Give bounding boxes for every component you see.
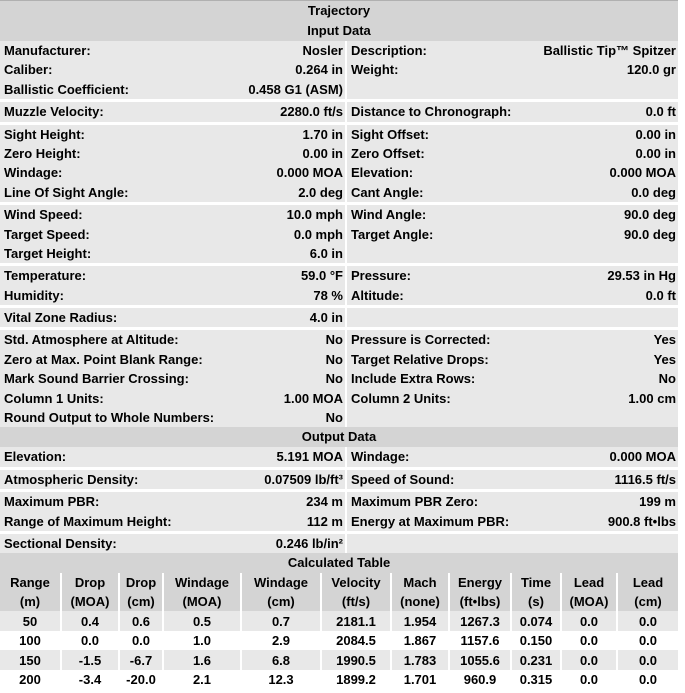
field-label-caliber: Caliber:	[0, 60, 232, 79]
table-cell: 6.8	[242, 650, 322, 670]
field-value-line-of-sight-angle: 2.0 deg	[232, 183, 345, 202]
table-cell: 1899.2	[322, 670, 392, 690]
field-label-line-of-sight-angle: Line Of Sight Angle:	[0, 183, 232, 202]
field-label-manufacturer: Manufacturer:	[0, 41, 232, 60]
table-row	[0, 611, 678, 631]
calculated-table	[0, 573, 678, 689]
field-label-maximum-pbr: Maximum PBR:	[0, 492, 232, 511]
column-header-velocity-5: Velocity	[322, 573, 392, 592]
table-cell: 50	[0, 611, 62, 631]
field-label-column-2-units: Column 2 Units:	[347, 389, 523, 408]
table-cell: 1.954	[392, 611, 450, 631]
field-label-wind-speed: Wind Speed:	[0, 205, 232, 224]
table-cell: 1267.3	[450, 611, 512, 631]
field-value-zero-height: 0.00 in	[232, 144, 345, 163]
column-header-lead-9: Lead	[562, 573, 618, 592]
column-unit-6: (none)	[392, 592, 450, 611]
field-value-wind-speed: 10.0 mph	[232, 205, 345, 224]
table-cell: 0.0	[562, 650, 618, 670]
field-label-humidity: Humidity:	[0, 286, 232, 305]
field-value-humidity: 78 %	[232, 286, 345, 305]
table-cell: 1.6	[164, 650, 242, 670]
field-label-vital-zone-radius: Vital Zone Radius:	[0, 308, 232, 327]
field-value-range-of-maximum-height: 112 m	[232, 512, 345, 531]
field-value-empty	[523, 80, 678, 99]
table-cell: 0.4	[62, 611, 120, 631]
field-label-muzzle-velocity: Muzzle Velocity:	[0, 102, 232, 121]
field-value-altitude: 0.0 ft	[523, 286, 678, 305]
table-cell: 0.315	[512, 670, 562, 690]
field-label-windage: Windage:	[347, 447, 523, 466]
field-value-vital-zone-radius: 4.0 in	[232, 308, 345, 327]
column-header-windage-3: Windage	[164, 573, 242, 592]
field-value-manufacturer: Nosler	[232, 41, 345, 60]
field-label-include-extra-rows: Include Extra Rows:	[347, 369, 523, 388]
table-cell: 0.5	[164, 611, 242, 631]
field-value-windage: 0.000 MOA	[523, 447, 678, 466]
field-label-target-relative-drops: Target Relative Drops:	[347, 350, 523, 369]
field-label-maximum-pbr-zero: Maximum PBR Zero:	[347, 492, 523, 511]
field-value-column-1-units: 1.00 MOA	[232, 389, 345, 408]
column-unit-9: (MOA)	[562, 592, 618, 611]
column-unit-3: (MOA)	[164, 592, 242, 611]
table-cell: 0.0	[618, 611, 678, 631]
field-label-sight-height: Sight Height:	[0, 125, 232, 144]
field-label-sight-offset: Sight Offset:	[347, 125, 523, 144]
field-value-caliber: 0.264 in	[232, 60, 345, 79]
table-cell: 0.0	[562, 611, 618, 631]
table-row	[0, 631, 678, 651]
table-cell: 1.783	[392, 650, 450, 670]
field-value-maximum-pbr: 234 m	[232, 492, 345, 511]
table-cell: 1.701	[392, 670, 450, 690]
table-cell: 0.0	[62, 631, 120, 651]
table-cell: 0.231	[512, 650, 562, 670]
column-unit-1: (MOA)	[62, 592, 120, 611]
field-label-ballistic-coefficient: Ballistic Coefficient:	[0, 80, 232, 99]
column-unit-8: (s)	[512, 592, 562, 611]
field-value-speed-of-sound: 1116.5 ft/s	[523, 470, 678, 489]
column-unit-5: (ft/s)	[322, 592, 392, 611]
column-unit-10: (cm)	[618, 592, 678, 611]
column-header-lead-10: Lead	[618, 573, 678, 592]
field-label-altitude: Altitude:	[347, 286, 523, 305]
table-cell: 150	[0, 650, 62, 670]
field-value-empty	[523, 308, 678, 327]
field-label-zero-at-max-point-blank-range: Zero at Max. Point Blank Range:	[0, 350, 232, 369]
table-cell: 0.0	[618, 631, 678, 651]
field-label-temperature: Temperature:	[0, 266, 232, 285]
table-cell: 12.3	[242, 670, 322, 690]
table-cell: 2084.5	[322, 631, 392, 651]
table-cell: 1.0	[164, 631, 242, 651]
column-unit-4: (cm)	[242, 592, 322, 611]
field-value-target-speed: 0.0 mph	[232, 225, 345, 244]
field-label-range-of-maximum-height: Range of Maximum Height:	[0, 512, 232, 531]
field-value-energy-at-maximum-pbr: 900.8 ft•lbs	[523, 512, 678, 531]
field-value-elevation: 5.191 MOA	[232, 447, 345, 466]
input-data-grid	[0, 41, 678, 427]
field-label-pressure-is-corrected: Pressure is Corrected:	[347, 330, 523, 349]
field-label-empty	[347, 244, 523, 263]
field-label-weight: Weight:	[347, 60, 523, 79]
field-label-elevation: Elevation:	[0, 447, 232, 466]
field-value-mark-sound-barrier-crossing: No	[232, 369, 345, 388]
field-value-wind-angle: 90.0 deg	[523, 205, 678, 224]
field-label-windage: Windage:	[0, 163, 232, 182]
table-cell: 0.074	[512, 611, 562, 631]
table-row	[0, 650, 678, 670]
field-value-include-extra-rows: No	[523, 369, 678, 388]
field-value-weight: 120.0 gr	[523, 60, 678, 79]
field-label-mark-sound-barrier-crossing: Mark Sound Barrier Crossing:	[0, 369, 232, 388]
table-cell: 2.1	[164, 670, 242, 690]
column-unit-2: (cm)	[120, 592, 164, 611]
field-value-atmospheric-density: 0.07509 lb/ft³	[232, 470, 345, 489]
field-label-zero-height: Zero Height:	[0, 144, 232, 163]
field-value-pressure: 29.53 in Hg	[523, 266, 678, 285]
field-label-empty	[347, 534, 523, 553]
field-label-target-speed: Target Speed:	[0, 225, 232, 244]
field-value-round-output-to-whole-numbers: No	[232, 408, 345, 427]
table-cell: 1990.5	[322, 650, 392, 670]
field-value-target-angle: 90.0 deg	[523, 225, 678, 244]
field-label-column-1-units: Column 1 Units:	[0, 389, 232, 408]
field-value-pressure-is-corrected: Yes	[523, 330, 678, 349]
field-label-empty	[347, 308, 523, 327]
column-unit-0: (m)	[0, 592, 62, 611]
table-cell: 100	[0, 631, 62, 651]
field-value-description: Ballistic Tip™ Spitzer	[523, 41, 678, 60]
field-label-empty	[347, 80, 523, 99]
table-cell: 2181.1	[322, 611, 392, 631]
table-row	[0, 670, 678, 690]
field-value-empty	[523, 408, 678, 427]
field-value-sectional-density: 0.246 lb/in²	[232, 534, 345, 553]
field-value-zero-offset: 0.00 in	[523, 144, 678, 163]
column-header-drop-1: Drop	[62, 573, 120, 592]
column-header-drop-2: Drop	[120, 573, 164, 592]
field-label-round-output-to-whole-numbers: Round Output to Whole Numbers:	[0, 408, 232, 427]
field-label-target-angle: Target Angle:	[347, 225, 523, 244]
column-header-range-0: Range	[0, 573, 62, 592]
table-cell: -1.5	[62, 650, 120, 670]
input-data-header: Input Data	[0, 21, 678, 41]
field-value-muzzle-velocity: 2280.0 ft/s	[232, 102, 345, 121]
field-label-elevation: Elevation:	[347, 163, 523, 182]
field-value-windage: 0.000 MOA	[232, 163, 345, 182]
table-cell: 2.9	[242, 631, 322, 651]
field-label-std-atmosphere-at-altitude: Std. Atmosphere at Altitude:	[0, 330, 232, 349]
field-value-distance-to-chronograph: 0.0 ft	[523, 102, 678, 121]
field-value-column-2-units: 1.00 cm	[523, 389, 678, 408]
field-value-maximum-pbr-zero: 199 m	[523, 492, 678, 511]
field-label-pressure: Pressure:	[347, 266, 523, 285]
field-value-sight-offset: 0.00 in	[523, 125, 678, 144]
field-label-energy-at-maximum-pbr: Energy at Maximum PBR:	[347, 512, 523, 531]
table-cell: 0.0	[618, 670, 678, 690]
field-label-empty	[347, 408, 523, 427]
column-header-time-8: Time	[512, 573, 562, 592]
table-cell: 960.9	[450, 670, 512, 690]
field-value-target-height: 6.0 in	[232, 244, 345, 263]
field-label-wind-angle: Wind Angle:	[347, 205, 523, 224]
column-header-energy-7: Energy	[450, 573, 512, 592]
output-data-header: Output Data	[0, 427, 678, 447]
field-label-description: Description:	[347, 41, 523, 60]
field-label-cant-angle: Cant Angle:	[347, 183, 523, 202]
table-cell: -3.4	[62, 670, 120, 690]
table-cell: 0.6	[120, 611, 164, 631]
field-value-ballistic-coefficient: 0.458 G1 (ASM)	[232, 80, 345, 99]
table-cell: 0.0	[562, 670, 618, 690]
table-cell: -20.0	[120, 670, 164, 690]
field-value-target-relative-drops: Yes	[523, 350, 678, 369]
field-value-elevation: 0.000 MOA	[523, 163, 678, 182]
calculated-table-header: Calculated Table	[0, 553, 678, 573]
table-cell: 0.0	[562, 631, 618, 651]
column-header-windage-4: Windage	[242, 573, 322, 592]
table-cell: 1157.6	[450, 631, 512, 651]
table-cell: 0.7	[242, 611, 322, 631]
table-units-row	[0, 592, 678, 611]
field-value-empty	[523, 534, 678, 553]
field-value-sight-height: 1.70 in	[232, 125, 345, 144]
field-label-sectional-density: Sectional Density:	[0, 534, 232, 553]
table-cell: 0.150	[512, 631, 562, 651]
table-cell: 0.0	[618, 650, 678, 670]
table-cell: -6.7	[120, 650, 164, 670]
table-cell: 0.0	[120, 631, 164, 651]
field-label-speed-of-sound: Speed of Sound:	[347, 470, 523, 489]
field-label-zero-offset: Zero Offset:	[347, 144, 523, 163]
field-value-zero-at-max-point-blank-range: No	[232, 350, 345, 369]
table-cell: 1.867	[392, 631, 450, 651]
output-data-grid	[0, 447, 678, 553]
field-label-atmospheric-density: Atmospheric Density:	[0, 470, 232, 489]
field-label-distance-to-chronograph: Distance to Chronograph:	[347, 102, 523, 121]
field-label-target-height: Target Height:	[0, 244, 232, 263]
table-header-row	[0, 573, 678, 592]
table-cell: 1055.6	[450, 650, 512, 670]
column-unit-7: (ft•lbs)	[450, 592, 512, 611]
field-value-temperature: 59.0 °F	[232, 266, 345, 285]
field-value-std-atmosphere-at-altitude: No	[232, 330, 345, 349]
field-value-cant-angle: 0.0 deg	[523, 183, 678, 202]
column-header-mach-6: Mach	[392, 573, 450, 592]
table-cell: 200	[0, 670, 62, 690]
report-title: Trajectory	[0, 0, 678, 21]
field-value-empty	[523, 244, 678, 263]
